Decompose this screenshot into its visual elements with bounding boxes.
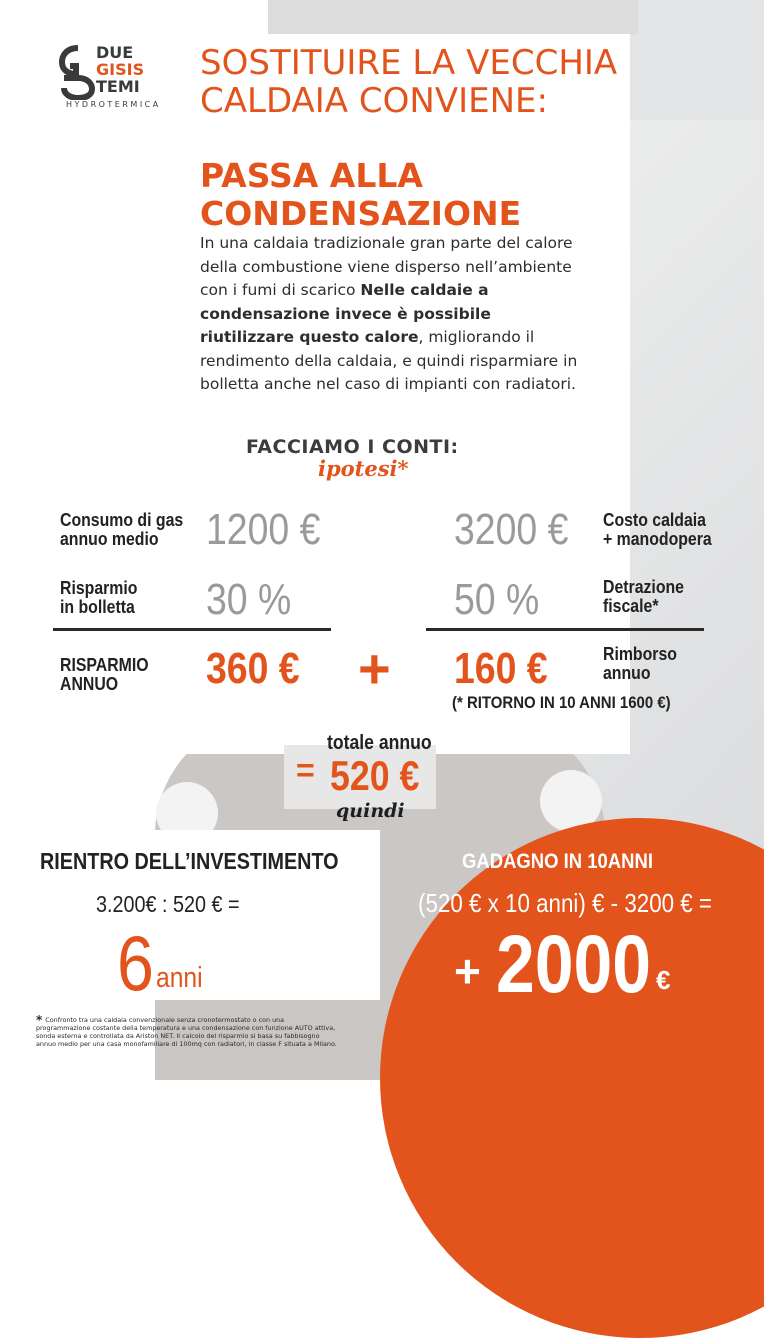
detrazione-value: 50 % (454, 575, 540, 624)
gadagno-value: 2000 (496, 919, 652, 1010)
rimborso-value: 160 € (454, 644, 548, 693)
left-divider (53, 628, 331, 631)
costo-label (603, 511, 712, 549)
intro-bold: Nelle caldaie a condensazione invece è possibile riutilizzare questo calore (200, 281, 491, 346)
consumo-label-line-1: Consumo di gas (60, 510, 184, 530)
ritorno-note: (* RITORNO IN 10 ANNI 1600 €) (452, 693, 671, 712)
footnote (36, 1013, 338, 1048)
totale-label: totale annuo (327, 732, 432, 754)
costo-value: 3200 € (454, 505, 569, 554)
headline-bold: PASSA ALLA CONDENSAZIONE (200, 156, 522, 233)
top-grey-tab (268, 0, 638, 34)
rimborso-label (603, 645, 677, 683)
risparmio-annuo-label-line-1: RISPARMIO (60, 655, 149, 675)
gadagno-sign: + (454, 945, 481, 997)
detrazione-label-line-2: fiscale* (603, 596, 659, 616)
intro-part-2: , migliorando il rendimento della caldaia, e quindi risparmiare in bolletta anche nel caso di impianti con radiatori. (200, 328, 578, 393)
costo-label-line-2: + manodopera (603, 529, 712, 549)
footnote-star: * (36, 1013, 43, 1027)
risparmio-label-line-1: Risparmio (60, 578, 138, 598)
gadagno-unit: € (656, 965, 671, 995)
risparmio-label-line-2: in bolletta (60, 597, 135, 617)
rimborso-label-line-1: Rimborso (603, 644, 677, 664)
gadagno-title: GADAGNO IN 10ANNI (462, 850, 653, 873)
risparmio-annuo-label (60, 656, 149, 694)
rimborso-label-line-2: annuo (603, 663, 651, 683)
totale-value: 520 € (330, 752, 420, 799)
logo-subtitle: HYDROTERMICA (66, 100, 161, 109)
risparmio-annuo-label-line-2: ANNUO (60, 674, 119, 694)
intro-part-1: In una caldaia tradizionale gran parte del calore della combustione viene disperso nell’ambiente con i fumi di scarico (200, 234, 573, 299)
footnote-text: Confronto tra una caldaia convenzionale senza cronotermostato o con una programmazione costante della temperatura e una condensazione con funzione AUTO attiva, sonda esterna e controllata da Ariston NET. Il calcolo del risparmio si basa su fabbisogno annuo medio per una casa monofamiliare di 100mq con radiatori, in classe F situata a Milano. (36, 1016, 337, 1048)
rientro-title: RIENTRO DELL’INVESTIMENTO (40, 848, 339, 874)
consumo-value: 1200 € (206, 505, 321, 554)
risparmio-value: 30 % (206, 575, 292, 624)
logo-line-2: GISIS (96, 60, 145, 79)
costo-label-line-1: Costo caldaia (603, 510, 707, 530)
plus-sign: + (358, 637, 391, 700)
quindi-label: quindi (336, 800, 405, 822)
conti-subheading: ipotesi* (318, 456, 409, 481)
risparmio-annuo-value: 360 € (206, 644, 300, 693)
detrazione-label-line-1: Detrazione (603, 577, 684, 597)
consumo-label (60, 511, 183, 549)
logo-wordmark (96, 44, 144, 95)
conti-heading: FACCIAMO I CONTI: (246, 436, 459, 458)
logo-line-1: DUE (96, 43, 134, 62)
headline-light: SOSTITUIRE LA VECCHIA CALDAIA CONVIENE: (200, 43, 618, 121)
rientro-unit: anni (156, 962, 203, 994)
intro-paragraph (200, 232, 590, 397)
logo-mark-icon (58, 44, 96, 100)
risparmio-label (60, 579, 137, 617)
logo-line-3: TEMI (96, 77, 140, 96)
consumo-label-line-2: annuo medio (60, 529, 159, 549)
totale-equals: = (296, 752, 315, 788)
detrazione-label (603, 578, 684, 616)
rientro-value: 6 (117, 919, 154, 1007)
gadagno-formula: (520 € x 10 anni) € - 3200 € = (418, 888, 712, 918)
rientro-formula: 3.200€ : 520 € = (96, 891, 240, 917)
right-divider (426, 628, 704, 631)
